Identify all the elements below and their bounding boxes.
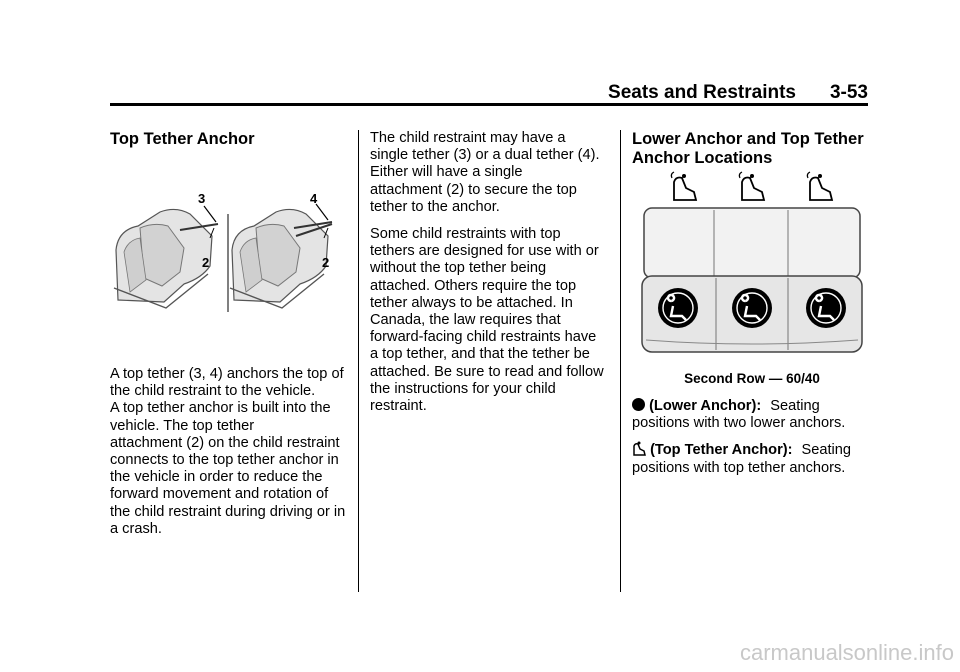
page-header: [110, 80, 868, 102]
top-tether-icon: [671, 172, 696, 200]
column-divider: [620, 130, 621, 592]
paragraph: Some child restraints with top tethers are designed for use with or without the top tether being attached. Others require the top tether always to be attached. In Canada, the law requires that forward-facing child restraints have a top tether, and that the tether be attached. Be sure to read and follow the instructions for your child restraint.: [370, 226, 604, 415]
legend-top-tether: (Top Tether Anchor): Seating positions with top tether anchors.: [632, 442, 852, 476]
figure-caption: Second Row — 60/40: [684, 371, 820, 386]
rear-seat-diagram: [640, 170, 868, 355]
right-column: [632, 130, 872, 168]
section-heading-top-tether: Top Tether Anchor: [110, 130, 255, 148]
left-body: [110, 366, 355, 538]
watermark: carmanualsonline.info: [739, 640, 954, 665]
icon-legend: [632, 398, 872, 477]
top-tether-icon: [807, 172, 832, 200]
lower-anchor-icon: [632, 398, 645, 411]
top-tether-icon: [739, 172, 764, 200]
paragraph: A top tether (3, 4) anchors the top of the child restraint to the vehicle. A top tether anchor is built into the vehicle. The top tether attachment (2) on the child restraint connects to the top tether anchor in the vehicle in order to reduce the forward movement and rotation of the child restraint during driving or in a crash.: [110, 366, 346, 537]
paragraph: The child restraint may have a single tether (3) or a dual tether (4). Either will have a single attachment (2) to secure the top tether to the anchor.: [370, 130, 600, 215]
header-rule: [110, 103, 868, 106]
callout-label: 4: [310, 191, 318, 206]
lower-anchor-icon: [658, 288, 698, 328]
middle-column: [370, 130, 615, 415]
callout-label: 3: [198, 191, 206, 206]
lower-anchor-icon: [732, 288, 772, 328]
callout-label: 2: [202, 255, 210, 270]
page-number: 3-53: [829, 82, 868, 103]
section-title: Seats and Restraints: [608, 82, 796, 103]
legend-lower-anchor: (Lower Anchor): Seating positions with two lower anchors.: [632, 398, 846, 432]
section-heading-anchor-locations: Lower Anchor and Top Tether Anchor Locations: [632, 130, 864, 167]
top-tether-illustration: [110, 188, 350, 318]
left-column: [110, 130, 350, 149]
seat-back: [644, 208, 860, 278]
callout-label: 2: [322, 255, 330, 270]
lower-anchor-icon: [806, 288, 846, 328]
child-seat-dual-tether: [230, 204, 332, 308]
top-tether-icon: [632, 441, 646, 456]
column-divider: [358, 130, 359, 592]
